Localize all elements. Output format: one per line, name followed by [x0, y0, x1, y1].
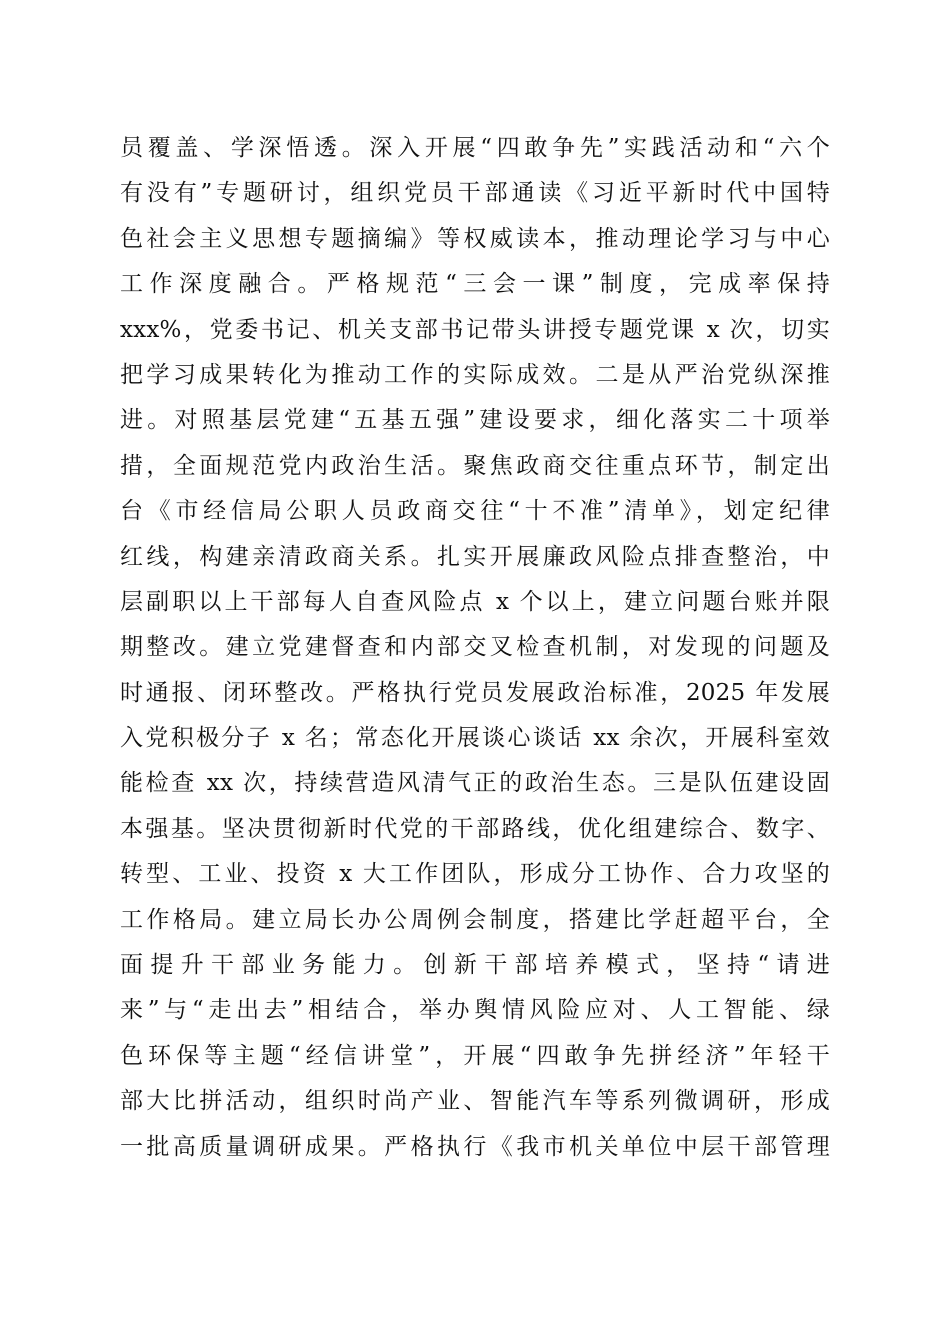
text-line: 入党积极分子 x 名；常态化开展谈心谈话 xx 余次，开展科室效	[120, 725, 830, 752]
text-line: 进。对照基层党建“五基五强”建设要求，细化落实二十项举	[120, 407, 830, 434]
text-line: 部大比拼活动，组织时尚产业、智能汽车等系列微调研，形成	[120, 1088, 830, 1115]
text-line: 能检查 xx 次，持续营造风清气正的政治生态。三是队伍建设固	[120, 770, 830, 797]
text-line: 一批高质量调研成果。严格执行《我市机关单位中层干部管理	[120, 1133, 830, 1160]
text-line: 色社会主义思想专题摘编》等权威读本，推动理论学习与中心	[120, 225, 830, 252]
text-line: 层副职以上干部每人自查风险点 x 个以上，建立问题台账并限	[120, 588, 830, 615]
text-line: 台《市经信局公职人员政商交往“十不准”清单》，划定纪律	[120, 498, 830, 525]
text-line: 面提升干部业务能力。创新干部培养模式，坚持“请进	[120, 952, 830, 979]
text-line: 工作深度融合。严格规范“三会一课”制度，完成率保持	[120, 271, 830, 298]
text-line: 工作格局。建立局长办公周例会制度，搭建比学赶超平台，全	[120, 906, 830, 933]
text-line: 时通报、闭环整改。严格执行党员发展政治标准，2025 年发展	[120, 679, 830, 706]
text-line: 有没有”专题研讨，组织党员干部通读《习近平新时代中国特	[120, 180, 830, 207]
text-line: 色环保等主题“经信讲堂”，开展“四敢争先拼经济”年轻干	[120, 1042, 830, 1069]
text-line: 期整改。建立党建督查和内部交叉检查机制，对发现的问题及	[120, 634, 830, 661]
text-line: 员覆盖、学深悟透。深入开展“四敢争先”实践活动和“六个	[120, 135, 830, 161]
text-line: 本强基。坚决贯彻新时代党的干部路线，优化组建综合、数字、	[120, 815, 830, 842]
text-line: 把学习成果转化为推动工作的实际成效。二是从严治党纵深推	[120, 361, 830, 388]
text-line: xxx%，党委书记、机关支部书记带头讲授专题党课 x 次，切实	[120, 316, 830, 343]
text-line: 红线，构建亲清政商关系。扎实开展廉政风险点排查整治，中	[120, 543, 830, 570]
text-line: 转型、工业、投资 x 大工作团队，形成分工协作、合力攻坚的	[120, 861, 830, 888]
text-line: 措，全面规范党内政治生活。聚焦政商交往重点环节，制定出	[120, 452, 830, 479]
body-paragraph	[120, 126, 830, 1170]
text-line: 来”与“走出去”相结合，举办舆情风险应对、人工智能、绿	[120, 997, 830, 1024]
